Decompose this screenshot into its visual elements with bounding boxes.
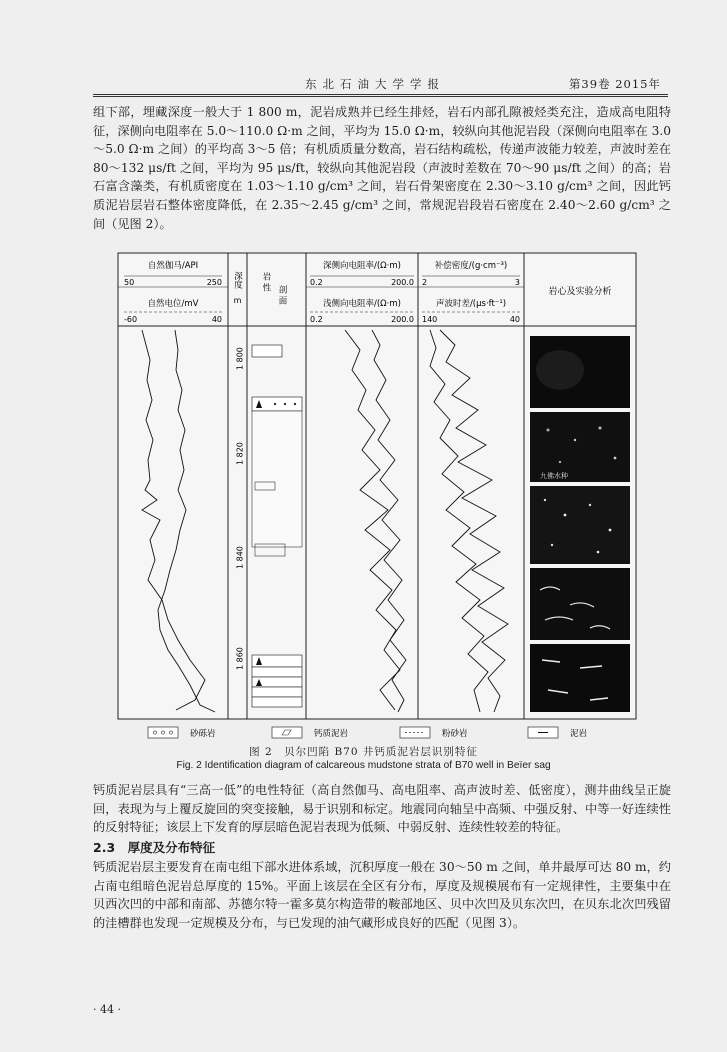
gr-header: 自然伽马/API bbox=[147, 261, 199, 271]
section-heading: 2.3 厚度及分布特征 bbox=[93, 840, 216, 855]
den-header: 补偿密度/(g·cm⁻³) bbox=[434, 261, 508, 271]
depth-unit: m bbox=[233, 296, 242, 305]
sp-min: -60 bbox=[124, 315, 138, 324]
journal-title: 东北石油大学学报 bbox=[305, 77, 445, 91]
legend-mudstone: 泥岩 bbox=[570, 729, 588, 739]
lithology-header-2: 剖 面 bbox=[277, 285, 287, 305]
gr-max: 250 bbox=[206, 278, 222, 287]
core-photo-label: 九佛水种 bbox=[540, 472, 568, 480]
legend-calcareous-mudstone: 钙质泥岩 bbox=[314, 729, 349, 739]
depth-header: 深度 bbox=[232, 271, 243, 289]
ac-min: 140 bbox=[422, 315, 438, 324]
lld-min: 0.2 bbox=[310, 278, 323, 287]
depth-label-1860: 1 860 bbox=[235, 647, 245, 670]
paragraph-2: 钙质泥岩层具有“三高一低”的电性特征（高自然伽马、高电阻率、高声波时差、低密度），测井曲线呈正旋回，表现为与上覆反旋回的突变接触，易于识别和标定。地震同向轴呈中高频、中强反射、中等一好连续性的反射特征；该层上下发育的厚层暗色泥岩表现为低频、中弱反射、连续性较差的特征。 bbox=[93, 783, 671, 835]
legend-conglomerate: 砂砾岩 bbox=[190, 729, 216, 739]
lls-header: 浅侧向电阻率/(Ω·m) bbox=[323, 299, 401, 309]
lls-max: 200.0 bbox=[391, 315, 414, 324]
ac-max: 40 bbox=[509, 315, 520, 324]
depth-label-1820: 1 820 bbox=[235, 442, 245, 465]
figure-caption-en: Fig. 2 Identification diagram of calcareous mudstone strata of B70 well in Beïer sag bbox=[176, 760, 551, 771]
page-number: · 44 · bbox=[93, 1003, 121, 1016]
paragraph-3: 钙质泥岩层主要发育在南屯组下部水进体系域，沉积厚度一般在 30～50 m 之间，单井最厚可达 80 m，约占南屯组暗色泥岩总厚度的 15%。平面上该层在全区有分布，厚度及规模展布有一定规律性，主要集中在贝西次凹的中部和南部、苏德尔特一霍多莫尔构造带的鞍部地区、贝中次凹及贝东次凹，在贝东北次凹残留的洼槽群也发现一定规模及分布，与已发现的油气藏形成良好的匹配（见图 3）。 bbox=[93, 860, 671, 930]
ac-header: 声波时差/(μs·ft⁻¹) bbox=[435, 299, 507, 309]
core-analysis-header: 岩心及实验分析 bbox=[548, 287, 612, 297]
sp-max: 40 bbox=[211, 315, 222, 324]
lithology-header: 岩 性 bbox=[261, 272, 271, 292]
core-photos bbox=[530, 336, 630, 712]
lld-header: 深侧向电阻率/(Ω·m) bbox=[323, 261, 401, 271]
den-min: 2 bbox=[422, 278, 428, 287]
depth-label-1800: 1 800 bbox=[235, 347, 245, 370]
figure-legend bbox=[148, 727, 588, 739]
legend-siltstone: 粉砂岩 bbox=[442, 729, 468, 739]
volume-info: 第39卷 2015年 bbox=[568, 77, 661, 91]
lls-min: 0.2 bbox=[310, 315, 323, 324]
depth-label-1840: 1 840 bbox=[235, 546, 245, 569]
gr-min: 50 bbox=[124, 278, 135, 287]
paragraph-1: 组下部，埋藏深度一般大于 1 800 m，泥岩成熟并已经生排烃，岩石内部孔隙被烃类充注，造成高电阻特征，深侧向电阻率在 5.0～110.0 Ω·m 之间，平均为 15.0 Ω·m，较纵向其他泥岩段（深侧向电阻率在 3.0～5.0 Ω·m 之间）的平均高 3～5 倍；有机质质量分数高，岩石结构疏松，传递声波能力较差，声波时差在 80～132 μs/ft 之间，平均为 95 μs/ft，较纵向其他泥岩段（声波时差数在 70～90 μs/ft 之间）的高；岩石富含藻类，有机质密度在 1.03～1.10 g/cm³ 之间，岩石骨架密度在 2.30～3.10 g/cm³ 之间，因此钙质泥岩层岩石整体密度降低，在 2.35～2.45 g/cm³ 之间，常规泥岩段岩石密度在 2.40～2.60 g/cm³ 之间（见图 2）。 bbox=[93, 105, 671, 231]
sp-header: 自然电位/mV bbox=[147, 299, 199, 309]
figure-caption-cn: 图 2 贝尔凹陷 B70 井钙质泥岩层识别特征 bbox=[249, 746, 478, 758]
lld-max: 200.0 bbox=[391, 278, 414, 287]
den-max: 3 bbox=[514, 278, 520, 287]
